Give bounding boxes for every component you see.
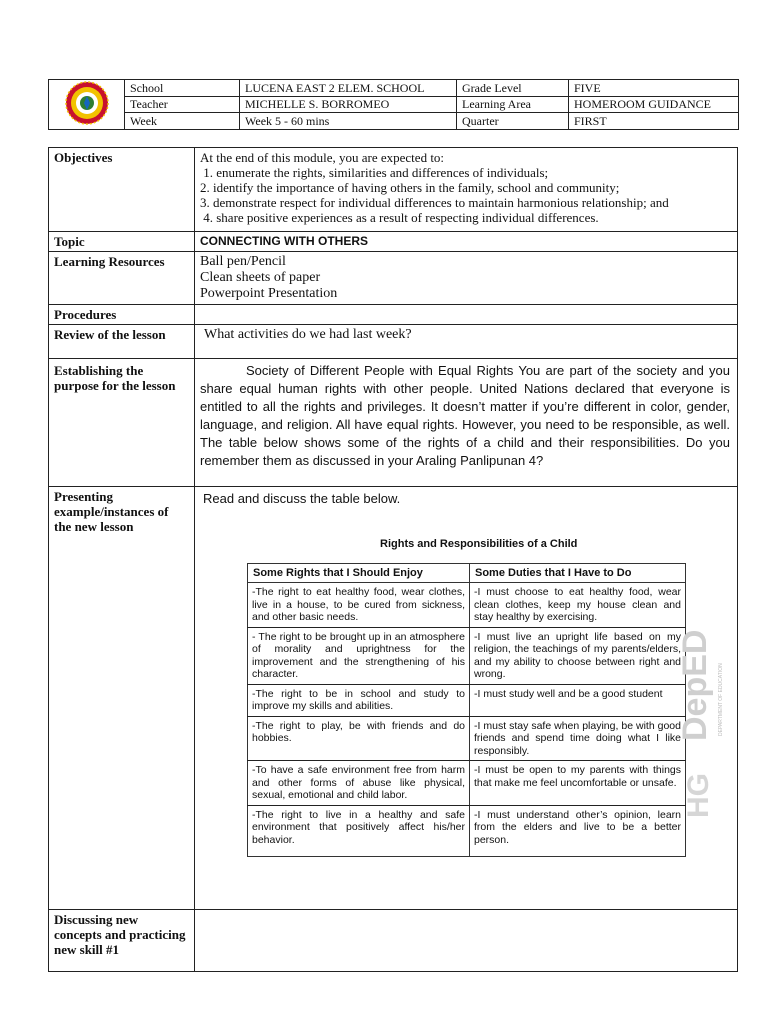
procedures-empty [195, 305, 738, 325]
school-seal-logo [49, 80, 125, 130]
procedures-row [49, 305, 738, 325]
table-row [248, 583, 686, 628]
purpose-label: Establishing the purpose for the lesson [49, 359, 195, 487]
quarter-label: Quarter [457, 113, 569, 130]
presenting-label: Presenting example/instances of the new lesson [49, 487, 195, 910]
presenting-row [49, 487, 738, 910]
duties-column-header: Some Duties that I Have to Do [470, 564, 686, 583]
grade-level-label: Grade Level [457, 80, 569, 97]
resource-item: Clean sheets of paper [200, 270, 321, 285]
deped-watermark [676, 586, 730, 818]
duty-cell: -I must study well and be a good student [470, 684, 686, 716]
discussing-content [195, 910, 738, 972]
purpose-row [49, 359, 738, 487]
discussing-row [49, 910, 738, 972]
school-value: LUCENA EAST 2 ELEM. SCHOOL [240, 80, 457, 97]
right-cell: - The right to be brought up in an atmosphere of morality and uprightness for the improvement and the strengthening of his character. [248, 627, 470, 684]
right-cell: -The right to play, be with friends and do hobbies. [248, 716, 470, 761]
topic-row [49, 232, 738, 252]
learning-area-label: Learning Area [457, 96, 569, 113]
right-cell: -To have a safe environment free from harm and other forms of abuse like physical, sexual, emotional and child labor. [248, 761, 470, 806]
watermark-sub-text: DEPARTMENT OF EDUCATION [718, 663, 724, 736]
header-table [48, 79, 739, 130]
duty-cell: -I must choose to eat healthy food, wear clean clothes, keep my house clean and stay healthy by exercising. [470, 583, 686, 628]
figure-title: Rights and Responsibilities of a Child [380, 538, 578, 550]
right-cell: -The right to be in school and study to improve my skills and abilities. [248, 684, 470, 716]
table-row [248, 684, 686, 716]
grade-level-value: FIVE [569, 80, 739, 97]
teacher-label: Teacher [125, 96, 240, 113]
duty-cell: -I must live an upright life based on my religion, the teachings of my parents/elders, and my ability to choose between right and wrong. [470, 627, 686, 684]
purpose-paragraph: Society of Different People with Equal Rights You are part of the society and you share equal human rights with other people. United Nations declared that everyone is entitled to all the rights and privileges. It doesn’t matter if you’re different in color, gender, language, and religion. All have equal rights. However, you need to be responsible, as well. The table below shows some of the rights of a child and their responsibilities. Do you remember them as discussed in your Araling Panlipunan 4? [200, 363, 730, 468]
table-row [248, 716, 686, 761]
table-row [248, 627, 686, 684]
duty-cell: -I must understand other’s opinion, learn from the elders and live to be a better person. [470, 805, 686, 857]
resources-label: Learning Resources [49, 252, 195, 305]
discussing-label: Discussing new concepts and practicing new skill #1 [49, 910, 195, 972]
topic-label: Topic [49, 232, 195, 252]
purpose-cell [195, 359, 738, 487]
objectives-intro: At the end of this module, you are expected to: [200, 150, 445, 165]
rights-figure [195, 506, 737, 896]
objectives-label: Objectives [49, 148, 195, 232]
week-value: Week 5 - 60 mins [240, 113, 457, 130]
duty-cell: -I must be open to my parents with things that make me feel uncomfortable or unsafe. [470, 761, 686, 806]
topic-value: CONNECTING WITH OTHERS [195, 232, 738, 252]
review-row [49, 325, 738, 359]
table-row [248, 805, 686, 857]
quarter-value: FIRST [569, 113, 739, 130]
resource-item: Ball pen/Pencil [200, 254, 286, 269]
right-cell: -The right to live in a healthy and safe environment that positively affect his/her behavior. [248, 805, 470, 857]
table-row [248, 761, 686, 806]
resource-item: Powerpoint Presentation [200, 286, 338, 301]
lesson-plan-table [48, 147, 738, 972]
objective-item: 1. enumerate the rights, similarities and differences of individuals; [200, 165, 549, 180]
objectives-content [195, 148, 738, 232]
review-question: What activities do we had last week? [195, 325, 738, 359]
objective-item: 2. identify the importance of having others in the family, school and community; [200, 180, 620, 195]
duty-cell: -I must stay safe when playing, be with good friends and spend time doing what I like responsibly. [470, 716, 686, 761]
resources-list [195, 252, 738, 305]
objective-item: 3. demonstrate respect for individual differences to maintain harmonious relationship; and [200, 195, 669, 210]
presenting-cell [195, 487, 738, 910]
right-cell: -The right to eat healthy food, wear clothes, live in a house, to be cured from sickness, and other basic needs. [248, 583, 470, 628]
school-label: School [125, 80, 240, 97]
teacher-value: MICHELLE S. BORROMEO [240, 96, 457, 113]
review-label: Review of the lesson [49, 325, 195, 359]
watermark-deped-text: DepED [676, 629, 714, 741]
presenting-instruction: Read and discuss the table below. [203, 491, 401, 506]
objectives-row [49, 148, 738, 232]
procedures-label: Procedures [49, 305, 195, 325]
week-label: Week [125, 113, 240, 130]
watermark-hg-text: HG [682, 773, 715, 818]
learning-area-value: HOMEROOM GUIDANCE [569, 96, 739, 113]
rights-table [247, 563, 686, 857]
objective-item: 4. share positive experiences as a result of respecting individual differences. [200, 210, 599, 225]
rights-column-header: Some Rights that I Should Enjoy [248, 564, 470, 583]
resources-row [49, 252, 738, 305]
